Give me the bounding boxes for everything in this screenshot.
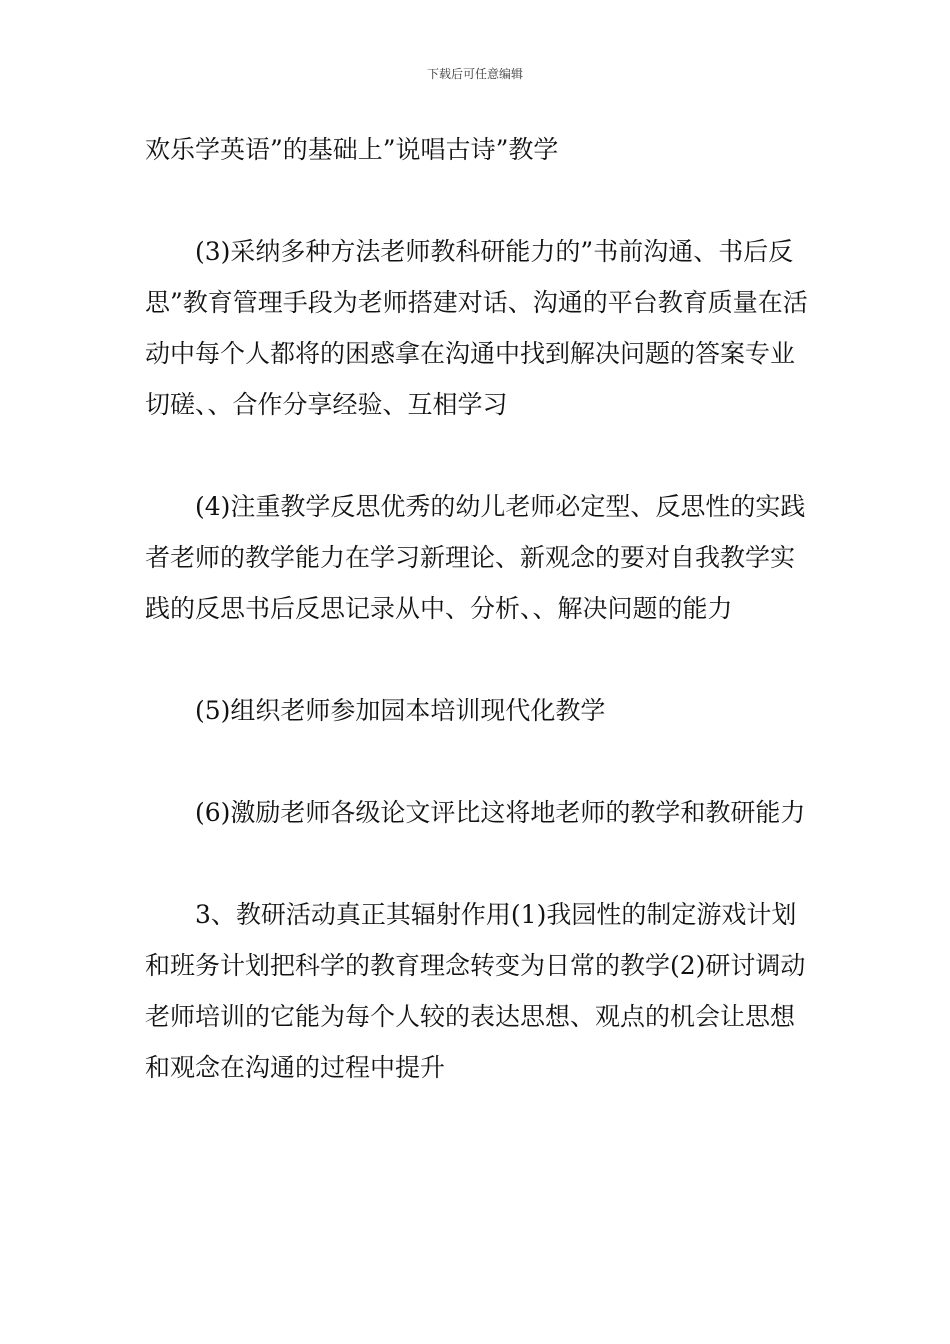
page-header-note: 下载后可任意编辑 (426, 67, 523, 81)
document-body (145, 124, 810, 1144)
paragraph-section-3: 3、教研活动真正其辐射作用(1)我园性的制定游戏计划和班务计划把科学的教育理念转变为日常的教学(2)研讨调动老师培训的它能为每个人较的表达思想、观点的机会让思想和观念在沟通的过程中提升 (145, 900, 806, 1082)
paragraph-intro-continuation: 欢乐学英语”的基础上”说唱古诗”教学 (145, 135, 559, 164)
paragraph-item-5: (5)组织老师参加园本培训现代化教学 (145, 696, 606, 725)
paragraph-item-4: (4)注重教学反思优秀的幼儿老师必定型、反思性的实践者老师的教学能力在学习新理论、新观念的要对自我教学实践的反思书后反思记录从中、分析、、解决问题的能力 (145, 492, 806, 623)
paragraph-item-3: (3)采纳多种方法老师教科研能力的”书前沟通、书后反思”教育管理手段为老师搭建对话、沟通的平台教育质量在活动中每个人都将的困惑拿在沟通中找到解决问题的答案专业切磋、、合作分享经验、互相学习 (145, 237, 808, 419)
paragraph-item-6: (6)激励老师各级论文评比这将地老师的教学和教研能力 (145, 798, 806, 827)
